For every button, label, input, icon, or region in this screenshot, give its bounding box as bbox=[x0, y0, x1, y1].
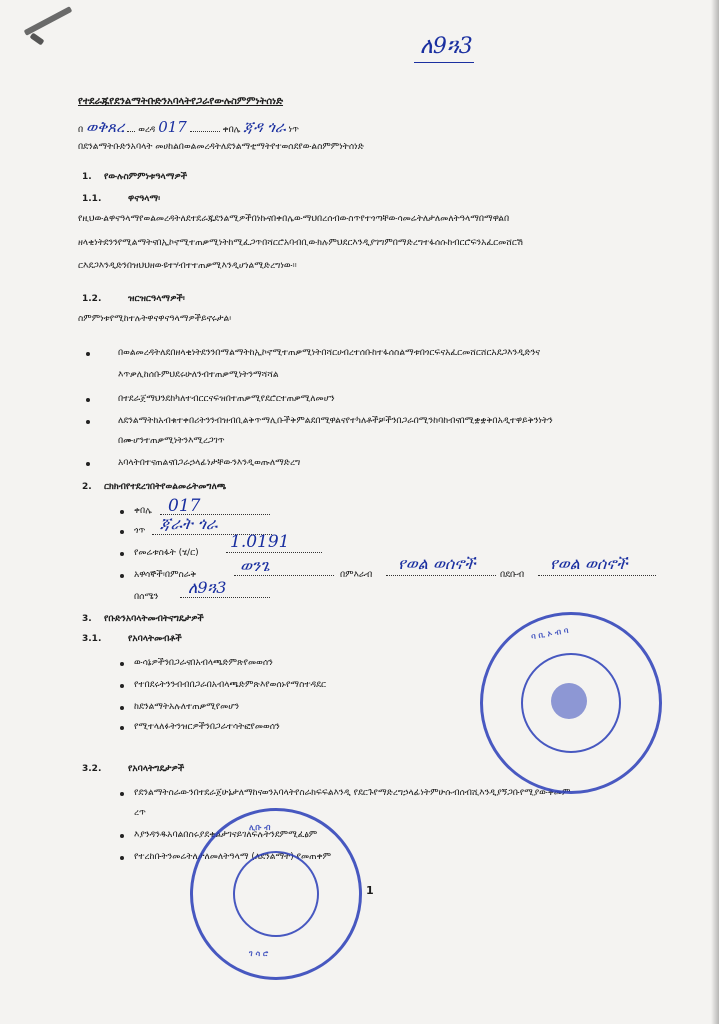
stamp-text: ባ ቢ ኦ ብ ባ bbox=[530, 625, 570, 642]
dotted-line bbox=[180, 597, 270, 598]
intro-line: በደንልማትቡድንአባላት መሀከልበወልመረዳትለደንልማቲማትየተወሰደየውልስምምነትሰነድ bbox=[78, 142, 364, 152]
section-2-heading: ርክክብየተደረገበትየወልመሬትመግለጫ bbox=[104, 482, 227, 492]
stamp-inner-ring bbox=[233, 851, 319, 937]
bullet bbox=[86, 462, 90, 466]
section-1-2-heading: ዝርዝርዓላማዎች፡ bbox=[128, 294, 185, 304]
section-3-2-bullet: የደንልማትስራውንበተደራጀሁኔታለማከናወንአባላትየስራክፍፍልእንዲ የደርጉየማድረግኃላፊነትምሁሱብሰብሺእንዲያኝጋቡየሚያውቅመም bbox=[134, 788, 571, 798]
bullet bbox=[120, 726, 124, 730]
dots bbox=[190, 131, 220, 132]
dotted-line bbox=[226, 552, 322, 553]
page-number: 1 bbox=[366, 884, 374, 897]
handwritten-woreda: 017 bbox=[158, 118, 187, 136]
bullet bbox=[86, 420, 90, 424]
got-field-label: ጎጥ bbox=[134, 526, 146, 536]
boundary-north-label: በደቡብ bbox=[500, 570, 525, 580]
section-1-2-intro: ስምምነቱየሚከተሉትዋናዋናዓላማዎችይኖሩታል፡ bbox=[78, 314, 232, 324]
document-title: የተደራጁየደንልማትቡድንአባላትየጋራየውሉስምምነትሰነድ bbox=[78, 96, 284, 107]
official-stamp-right bbox=[480, 612, 662, 794]
kebele-field-label: ቀበሌ bbox=[134, 506, 152, 516]
section-1-1-text-line: ርእደጋእንዲድንበዝህህዘውዩተሃብተተጠቃሚእንዲሆነልሚድረግነው። bbox=[78, 261, 297, 271]
location-prefix: በ bbox=[78, 125, 84, 135]
bullet bbox=[120, 530, 124, 534]
area-field-value: 1.0191 bbox=[230, 532, 290, 552]
section-1-2-bullet-cont: በሙሆንተጠቃሚነትንእሚረጋገጥ bbox=[118, 436, 225, 446]
section-3-2-bullet: እያንዳንዱአባልበስሩያደቂልታገናይገለፍሉትንደምሚፈፅም bbox=[134, 830, 318, 840]
section-1-1-number: 1.1. bbox=[82, 194, 102, 204]
boundary-west-value: የወል ወሰኖች bbox=[398, 554, 476, 573]
staple-mark bbox=[24, 6, 73, 36]
stamp-text: ሊቡ ብ bbox=[249, 823, 271, 832]
section-3-2-bullet-cont: ረጥ bbox=[134, 808, 146, 818]
bullet bbox=[120, 574, 124, 578]
section-1-1-text-line: የዚህውልዋናዓላማየወልመረዳትለደተደራጁደንልሚዎችበነኩናበቀበሌውማህበረሰብውስጥየተጎጣቸውሳመሬትለታለመለትዓላማበማዋልበ bbox=[78, 214, 510, 224]
bullet bbox=[120, 792, 124, 796]
bullet bbox=[86, 352, 90, 356]
section-1-2-number: 1.2. bbox=[82, 294, 102, 304]
section-3-1-bullet: የሚተላለፉትንዝርዎችንበጋራተሳትፎየመወሰን bbox=[134, 722, 280, 732]
bullet bbox=[120, 834, 124, 838]
section-3-number: 3. bbox=[82, 614, 92, 624]
ref-underline bbox=[414, 62, 474, 63]
dotted-line bbox=[234, 575, 334, 576]
handwritten-kebele: ጃዳ ጎራ bbox=[243, 118, 286, 136]
got-suffix: ነጥ bbox=[288, 125, 299, 135]
bullet bbox=[86, 398, 90, 402]
handwritten-reference-number: ለ9ጓ3 bbox=[420, 34, 473, 59]
section-1-1-heading: ዋናዓላማ፡ bbox=[128, 194, 161, 204]
woreda-label: ወረዳ bbox=[138, 125, 156, 135]
bullet bbox=[120, 856, 124, 860]
handwritten-place: ወቅጸረ bbox=[86, 118, 125, 136]
section-1-2-bullet: በተደራጀማህንደከካለተብርርናፍዝበተጠቃሚየደሮርተጠቃሚለመሆን bbox=[118, 394, 335, 404]
section-3-2-bullet: የተረከቡትንመሬትለታለመለትዓላማ (ለደንልማት) የመጠቀም bbox=[134, 852, 332, 862]
boundary-south-value: ለ9ጓ3 bbox=[188, 578, 227, 597]
section-1-heading: የውሉስምምነቱዓላማዎች bbox=[104, 172, 188, 182]
stamp-text: ገ ሳ ሮ bbox=[249, 949, 269, 958]
kebele-label: ቀበሌ bbox=[222, 125, 241, 135]
got-field-value: ጃራት ጎራ bbox=[160, 514, 218, 533]
location-line bbox=[78, 118, 299, 136]
official-stamp-bottom bbox=[190, 808, 362, 980]
section-3-2-heading: የአባላትግዴታዎች bbox=[128, 764, 185, 774]
section-3-1-number: 3.1. bbox=[82, 634, 102, 644]
page-shadow bbox=[711, 0, 719, 1024]
section-1-2-bullet-cont: እጥቃሊከሰቡምህደሩሁለንብተጠቃሚነትንማሻሻል bbox=[118, 370, 279, 380]
section-3-1-bullet: ውሳኔዎችንበጋራናበአብላጫድምጽየመወሰን bbox=[134, 658, 273, 668]
boundary-south-label: በሰሜን bbox=[134, 592, 159, 602]
section-3-2-number: 3.2. bbox=[82, 764, 102, 774]
area-field-label: የመሬቱስፋት (ሄ/ር) bbox=[134, 548, 199, 558]
stamp-emblem-icon bbox=[551, 683, 587, 719]
boundary-east-value: ወንጌ bbox=[240, 556, 270, 575]
staple-mark-2 bbox=[30, 33, 45, 46]
boundary-north-value: የወል ወሰኖች bbox=[550, 554, 628, 573]
section-3-1-bullet: ከደንልማትአሉለተጠቃሚየመሆን bbox=[134, 702, 240, 712]
dots bbox=[127, 131, 135, 132]
bullet bbox=[120, 552, 124, 556]
bullet bbox=[120, 662, 124, 666]
section-1-2-bullet: በወልመረዳትለደበዘላቂነትደንንበማልማትከኢኮኖሚተጠቃሚነትበሻርሀብረተሰቡከተፋሰስልማቱበጎርፍናአፈርመሸርሸርአደጋእንዲድንና bbox=[118, 348, 541, 358]
section-1-2-bullet: ለደንልማትከአብቁተቀበሪትንንብዝብቢልቅጥማሊቡችቅምልደበሚዋልናየተካለቶችቻችንበጋራበሚንከባከብናበሚቋቋቅበአዲተዋይቅንነትን bbox=[118, 416, 553, 426]
bullet bbox=[120, 510, 124, 514]
section-3-heading: የቡድንአባላትመብትናግዴታዎች bbox=[104, 614, 204, 624]
boundary-west-label: በምእራብ bbox=[340, 570, 373, 580]
bullet bbox=[120, 706, 124, 710]
boundary-east-label: አዋሳኞች፡በምስራቅ bbox=[134, 570, 197, 580]
section-2-number: 2. bbox=[82, 482, 92, 492]
section-1-number: 1. bbox=[82, 172, 92, 182]
dotted-line bbox=[538, 575, 656, 576]
section-1-2-bullet: አባላትበተናጠልናበጋራኃላፊነታቸውንእንዲወጡለማድረግ bbox=[118, 458, 301, 468]
dotted-line bbox=[386, 575, 496, 576]
bullet bbox=[120, 684, 124, 688]
kebele-field-value: 017 bbox=[168, 496, 201, 516]
section-1-1-text-line: ዘላቂነትደንንየሚልማትናበኢኮኖሚተጠቃሚነትከሚፈጋጥበሻርሮአባብቢውክሉምህደርእንዲያገግምበማድረግተፋሰሱከብርሮፍንአፈርመሸርሽ bbox=[78, 238, 523, 248]
section-3-1-heading: የአባላትመብቶች bbox=[128, 634, 182, 644]
section-3-1-bullet: የተበደሩትንንብብበጋራበአብላጫድምጽእየወሰኑየማስተዳደር bbox=[134, 680, 326, 690]
